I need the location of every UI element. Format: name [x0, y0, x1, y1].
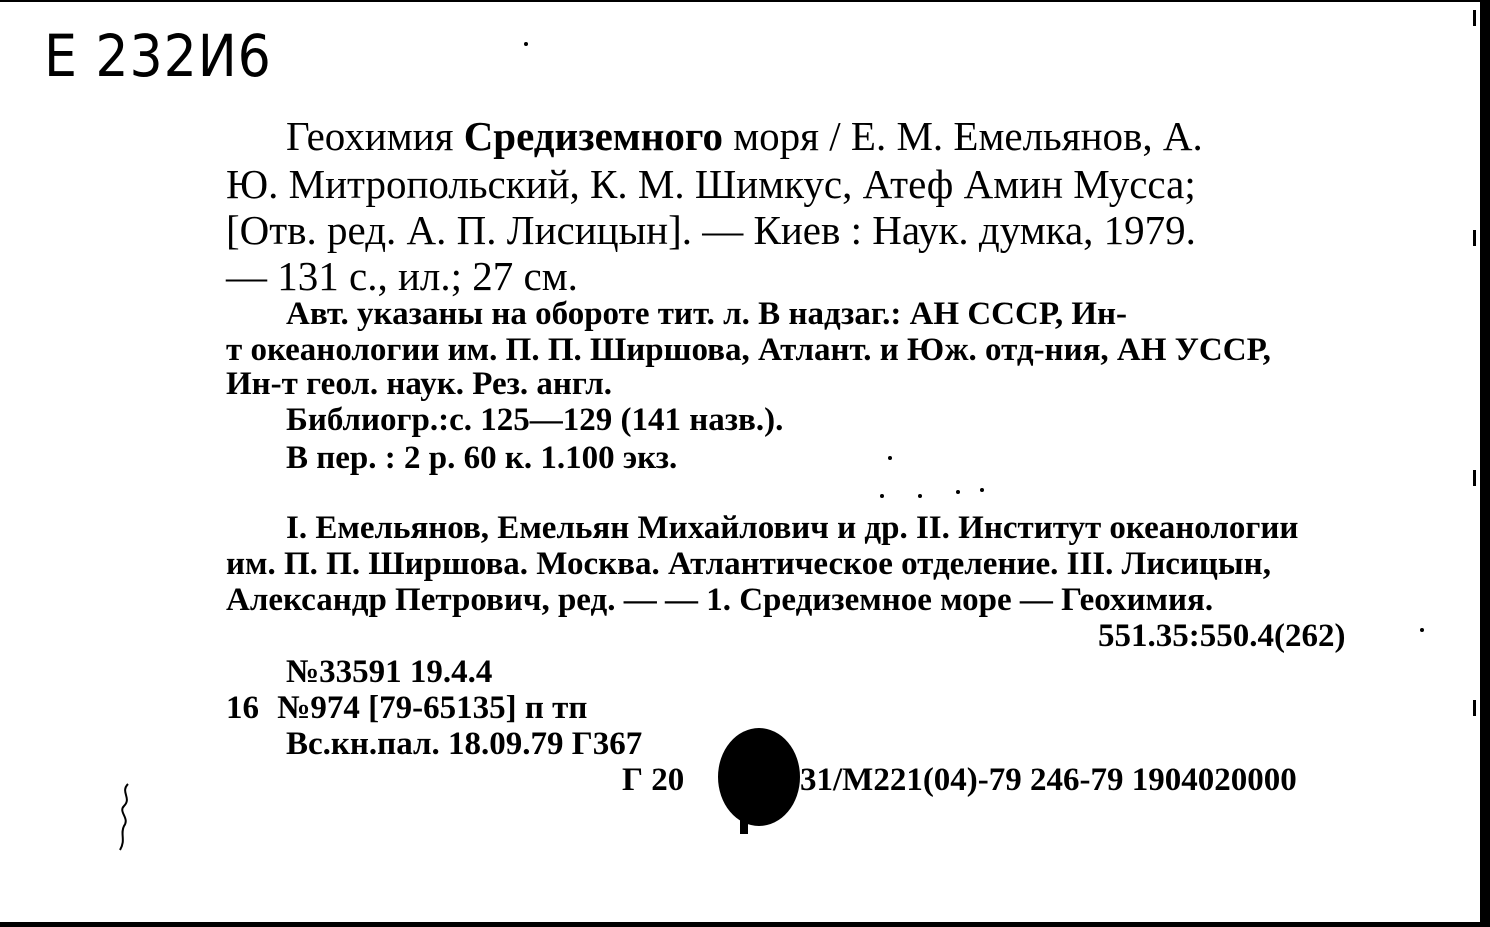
card-bottom-edge — [0, 922, 1490, 927]
title-bold-part: Средиземного — [463, 113, 723, 159]
note-line-2: т океанологии им. П. П. Ширшова, Атлант. и Юж. отд-ния, АН УССР, — [226, 332, 1271, 368]
edge-mark — [1473, 470, 1476, 486]
card-right-edge — [1480, 0, 1490, 927]
handwritten-mark — [112, 780, 142, 852]
ink-blot-tail — [740, 816, 748, 834]
tracings-line-2: им. П. П. Ширшова. Москва. Атлантическое отделение. III. Лисицын, — [226, 546, 1271, 582]
footer-line-2 — [226, 690, 587, 727]
speck — [918, 494, 922, 498]
description-line-4: — 131 с., ил.; 27 см. — [226, 253, 578, 299]
description-line-1 — [286, 112, 1203, 160]
speck — [888, 456, 892, 460]
footer-line-2-prefix: 16 — [226, 690, 259, 726]
bibliography-note: Библиогр.:с. 125—129 (141 назв.). — [286, 402, 784, 438]
price-note: В пер. : 2 р. 60 к. 1.100 экз. — [286, 440, 678, 476]
speck — [524, 42, 528, 46]
classification-code: 551.35:550.4(262) — [1098, 618, 1346, 654]
card-top-edge — [0, 0, 1490, 2]
edge-mark — [1473, 230, 1476, 246]
speck — [956, 490, 960, 494]
tracings-line-1: I. Емельянов, Емельян Михайлович и др. II. Институт океанологии — [286, 510, 1299, 546]
footer-line-2-text: №974 [79-65135] п тп — [277, 690, 588, 726]
edge-mark — [1473, 10, 1476, 26]
edge-mark — [1473, 700, 1476, 716]
speck — [880, 494, 884, 498]
title-rest: моря / Е. М. Емельянов, А. — [733, 113, 1203, 159]
footer-line-1: №33591 19.4.4 — [286, 654, 493, 690]
speck — [980, 488, 984, 492]
speck — [1420, 628, 1424, 632]
footer-line-4-left: Г 20 — [622, 762, 685, 798]
footer-line-3: Вс.кн.пал. 18.09.79 Г367 — [286, 726, 643, 762]
title-part: Геохимия — [286, 113, 454, 159]
footer-line-4-right: 31/М221(04)-79 246-79 1904020000 — [800, 762, 1297, 798]
ink-blot — [718, 728, 800, 826]
description-line-2: Ю. Митропольский, К. М. Шимкус, Атеф Амин Мусса; — [226, 161, 1196, 207]
note-line-1: Авт. указаны на обороте тит. л. В надзаг.: АН СССР, Ин- — [286, 296, 1128, 332]
accession-number: E 232И6 — [44, 22, 272, 90]
note-line-3: Ин-т геол. наук. Рез. англ. — [226, 366, 612, 402]
tracings-line-3: Александр Петрович, ред. — — 1. Средиземное море — Геохимия. — [226, 582, 1214, 618]
description-line-3: [Отв. ред. А. П. Лисицын]. — Киев : Наук. думка, 1979. — [226, 207, 1196, 253]
